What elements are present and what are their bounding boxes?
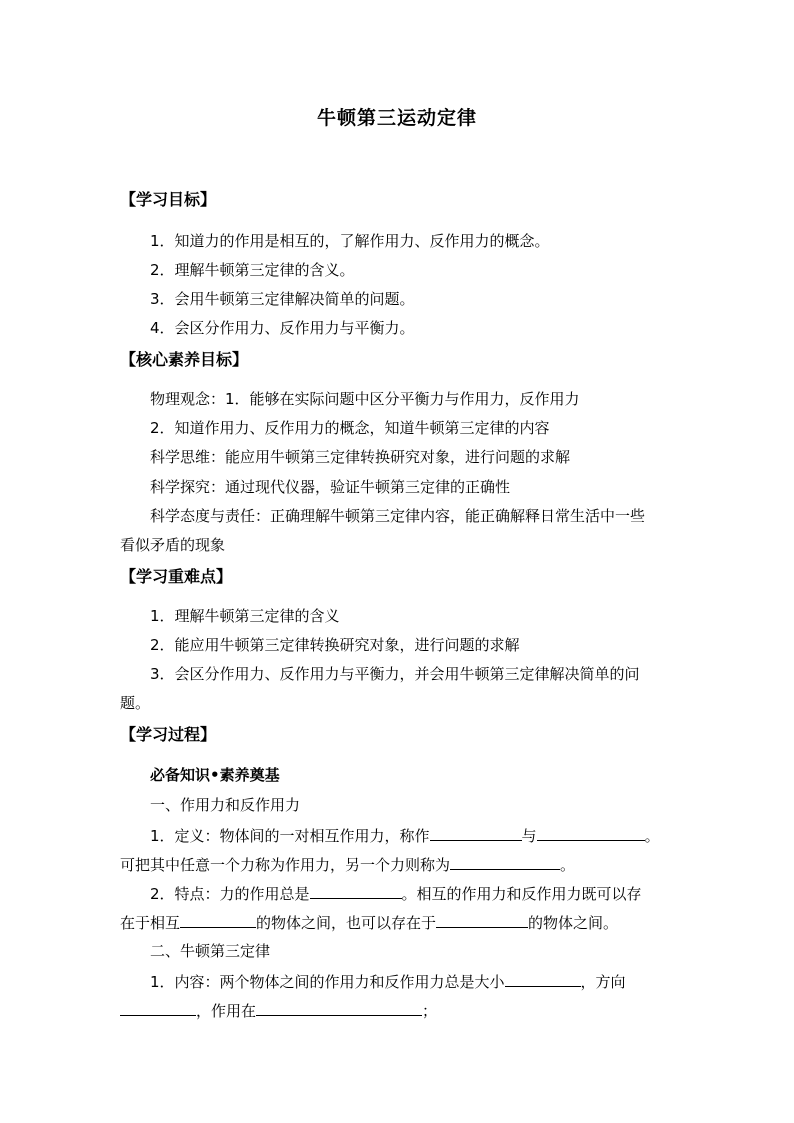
text-segment: 。 (644, 827, 660, 845)
core-line: 科学态度与责任：正确理解牛顿第三定律内容，能正确解释日常生活中一些 (150, 507, 646, 525)
fill-blank[interactable] (537, 825, 645, 841)
objectives-heading: 【学习目标】 (120, 190, 217, 209)
core-line: 看似矛盾的现象 (120, 536, 226, 554)
fill-blank[interactable] (180, 912, 256, 928)
text-segment: ； (422, 1002, 438, 1020)
core-line: 科学探究：通过现代仪器，验证牛顿第三定律的正确性 (150, 478, 511, 496)
core-line: 2．知道作用力、反作用力的概念，知道牛顿第三定律的内容 (150, 419, 550, 437)
objective-item: 3．会用牛顿第三定律解决简单的问题。 (150, 290, 415, 308)
objective-item: 4．会区分作用力、反作用力与平衡力。 (150, 319, 415, 337)
text-segment: 1．定义：物体间的一对相互作用力，称作 (150, 827, 430, 845)
text-segment: 1．内容：两个物体之间的作用力和反作用力总是大小 (150, 973, 505, 991)
text-segment: ，作用在 (196, 1002, 257, 1020)
text-segment: 。相互的作用力和反作用力既可以存 (401, 885, 642, 903)
feature-line (150, 883, 642, 904)
section-heading: 二、牛顿第三定律 (150, 942, 271, 960)
definition-line (120, 854, 575, 875)
fill-blank[interactable] (430, 825, 522, 841)
core-heading: 【核心素养目标】 (120, 350, 249, 369)
core-line: 科学思维：能应用牛顿第三定律转换研究对象，进行问题的求解 (150, 448, 571, 466)
text-segment: 在于相互 (120, 914, 181, 932)
core-line: 物理观念：1．能够在实际问题中区分平衡力与作用力，反作用力 (150, 390, 580, 408)
process-heading: 【学习过程】 (120, 725, 217, 744)
fill-blank[interactable] (505, 971, 581, 987)
section-heading: 一、作用力和反作用力 (150, 796, 301, 814)
feature-line (120, 912, 618, 933)
fill-blank[interactable] (310, 883, 402, 899)
fill-blank[interactable] (436, 912, 528, 928)
definition-line (150, 825, 660, 846)
difficulties-heading: 【学习重难点】 (120, 567, 233, 586)
text-segment: 的物体之间，也可以存在于 (256, 914, 437, 932)
fill-blank[interactable] (450, 854, 560, 870)
objective-item: 1．知道力的作用是相互的，了解作用力、反作用力的概念。 (150, 232, 550, 250)
fill-blank[interactable] (120, 1000, 196, 1016)
law-line (120, 1000, 437, 1021)
text-segment: 与 (521, 827, 537, 845)
process-subheading: 必备知识•素养奠基 (150, 766, 280, 784)
text-segment: 的物体之间。 (528, 914, 619, 932)
difficulty-line: 题。 (120, 694, 151, 712)
objective-item: 2．理解牛顿第三定律的含义。 (150, 261, 355, 279)
text-segment: 2．特点：力的作用总是 (150, 885, 310, 903)
law-line (150, 971, 626, 992)
difficulty-line: 1．理解牛顿第三定律的含义 (150, 607, 340, 625)
difficulty-line: 2．能应用牛顿第三定律转换研究对象，进行问题的求解 (150, 636, 520, 654)
text-segment: 可把其中任意一个力称为作用力，另一个力则称为 (120, 856, 451, 874)
fill-blank[interactable] (256, 1000, 422, 1016)
difficulty-line: 3．会区分作用力、反作用力与平衡力，并会用牛顿第三定律解决简单的问 (150, 665, 640, 683)
text-segment: 。 (560, 856, 576, 874)
text-segment: ，方向 (580, 973, 626, 991)
document-title: 牛顿第三运动定律 (316, 107, 477, 129)
